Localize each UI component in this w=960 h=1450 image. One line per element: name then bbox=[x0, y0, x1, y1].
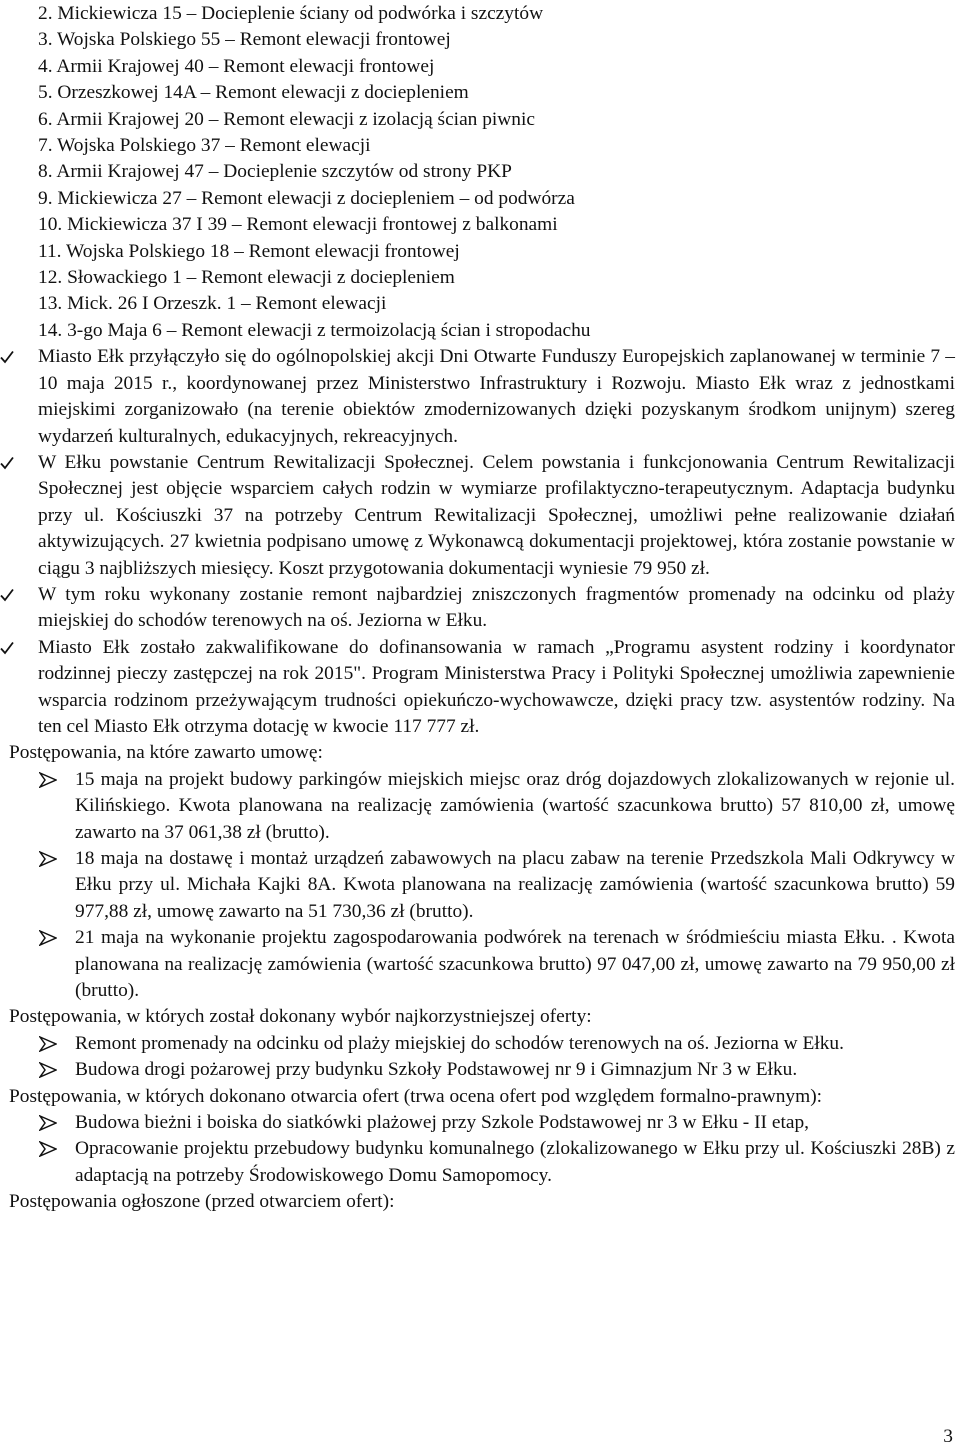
list-item bbox=[9, 767, 955, 846]
list-item bbox=[9, 1110, 955, 1136]
arrow-bullet-icon bbox=[39, 767, 61, 793]
list-item: 11. Wojska Polskiego 18 – Remont elewacji frontowej bbox=[38, 240, 460, 262]
arrow-bullet-icon bbox=[39, 1031, 61, 1057]
list-item: 3. Wojska Polskiego 55 – Remont elewacji frontowej bbox=[38, 29, 451, 51]
arrow-bullet-icon bbox=[39, 1136, 61, 1162]
list-item bbox=[9, 1136, 955, 1189]
check-item-text: W Ełku powstanie Centrum Rewitalizacji Społecznej. Celem powstania i funkcjonowania Centrum Rewitalizacji Społecznej jest objęcie wsparciem całych rodzin w wymiarze profilaktyczno-terapeutycznym. Adaptacja budynku przy ul. Kościuszki 37 na potrzeby Centrum Rewitalizacji Społecznej, umożliwi pełne realizowanie działań aktywizujących. 27 kwietnia podpisano umowę z Wykonawcą dokumentacji projektowej, która zostanie powstanie w ciągu 3 najbliższych miesięcy. Koszt przygotowania dokumentacji wyniesie 79 950 zł. bbox=[38, 451, 955, 579]
arrow-bullet-icon bbox=[39, 925, 61, 951]
list-item: 13. Mick. 26 I Orzeszk. 1 – Remont elewacji bbox=[38, 293, 387, 315]
list-item: 9. Mickiewicza 27 – Remont elewacji z dociepleniem – od podwórza bbox=[38, 187, 575, 209]
section-announced-heading: Postępowania ogłoszone (przed otwarciem ofert): bbox=[9, 1191, 395, 1213]
section-selected-heading: Postępowania, w których został dokonany wybór najkorzystniejszej oferty: bbox=[9, 1006, 592, 1028]
list-item-text: 18 maja na dostawę i montaż urządzeń zabawowych na placu zabaw na terenie Przedszkola Mali Odkrywcy w Ełku przy ul. Michała Kajki 8A. Kwota planowana na realizację zamówienia (wartość szacunkowa brutto) 59 977,88 zł, umowę zawarto na 51 730,36 zł (brutto). bbox=[75, 848, 955, 922]
check-item-text: Miasto Ełk zostało zakwalifikowane do dofinansowania w ramach „Programu asystent rodziny i koordynator rodzinnej pieczy zastępczej na rok 2015". Program Ministerstwa Pracy i Polityki Społecznej umożliwia zapewnienie wsparcia rodzinom przeżywającym trudności opiekuńczo-wychowawcze, dzięki pracy tzw. asystentów rodziny. Na ten cel Miasto Ełk otrzyma dotację w kwocie 117 777 zł. bbox=[38, 636, 955, 737]
list-item-text: Budowa bieżni i boiska do siatkówki plażowej przy Szkole Podstawowej nr 3 w Ełku - II etap, bbox=[75, 1112, 809, 1134]
list-item-text: Opracowanie projektu przebudowy budynku komunalnego (zlokalizowanego w Ełku przy ul. Kościuszki 28B) z adaptacją na potrzeby Środowiskowego Domu Samopomocy. bbox=[75, 1138, 955, 1186]
list-item-text: Remont promenady na odcinku od plaży miejskiej do schodów terenowych na oś. Jeziorna w Ełku. bbox=[75, 1032, 844, 1054]
checkmark-icon bbox=[0, 582, 22, 608]
check-list-item bbox=[9, 582, 955, 635]
list-item bbox=[9, 925, 955, 1004]
list-item: 4. Armii Krajowej 40 – Remont elewacji frontowej bbox=[38, 55, 435, 77]
list-item: 6. Armii Krajowej 20 – Remont elewacji z izolacją ścian piwnic bbox=[38, 108, 535, 130]
page-content bbox=[9, 1, 955, 1216]
list-item: 10. Mickiewicza 37 I 39 – Remont elewacji frontowej z balkonami bbox=[38, 214, 558, 236]
list-item: 14. 3-go Maja 6 – Remont elewacji z termoizolacją ścian i stropodachu bbox=[38, 319, 591, 341]
list-item: 8. Armii Krajowej 47 – Docieplenie szczytów od strony PKP bbox=[38, 161, 512, 183]
list-item: 12. Słowackiego 1 – Remont elewacji z dociepleniem bbox=[38, 267, 455, 289]
list-item bbox=[9, 1057, 955, 1083]
arrow-bullet-icon bbox=[39, 846, 61, 872]
list-item bbox=[9, 846, 955, 925]
section-opened-heading: Postępowania, w których dokonano otwarcia ofert (trwa ocena ofert pod względem formalno-prawnym): bbox=[9, 1085, 823, 1107]
checkmark-icon bbox=[0, 344, 22, 370]
list-item: 2. Mickiewicza 15 – Docieplenie ściany od podwórka i szczytów bbox=[38, 3, 544, 24]
list-item bbox=[9, 1031, 955, 1057]
page-number: 3 bbox=[943, 1426, 953, 1447]
check-list-item bbox=[9, 344, 955, 450]
check-list-item bbox=[9, 450, 955, 582]
list-item-text: 21 maja na wykonanie projektu zagospodarowania podwórek na terenach w śródmieściu miasta Ełku. . Kwota planowana na realizację zamówienia (wartość szacunkowa brutto) 97 047,00 zł, umowę zawarto na 79 950,00 zł (brutto). bbox=[75, 927, 955, 1002]
check-item-text: W tym roku wykonany zostanie remont najbardziej zniszczonych fragmentów promenady na odcinku od plaży miejskiej do schodów terenowych na oś. Jeziorna w Ełku. bbox=[38, 583, 955, 632]
check-list-item bbox=[9, 635, 955, 741]
checkmark-icon bbox=[0, 635, 22, 661]
list-item-text: 15 maja na projekt budowy parkingów miejskich miejsc oraz dróg dojazdowych zlokalizowanych w rejonie ul. Kilińskiego. Kwota planowana na realizację zamówienia (wartość szacunkowa brutto) 57 810,00 zł, umowę zawarto na 37 061,38 zł (brutto). bbox=[75, 768, 955, 843]
check-item-text: Miasto Ełk przyłączyło się do ogólnopolskiej akcji Dni Otwarte Funduszy Europejskich zaplanowanej w terminie 7 – 10 maja 2015 r., koordynowanej przez Ministerstwo Infrastruktury i Rozwoju. Miasto Ełk wraz z jednostkami miejskimi zorganizowało (na terenie obiektów zmodernizowanych dzięki pozyskanym środkom unijnym) szereg wydarzeń kulturalnych, edukacyjnych, rekreacyjnych. bbox=[38, 346, 955, 447]
arrow-bullet-icon bbox=[39, 1110, 61, 1136]
list-item: 5. Orzeszkowej 14A – Remont elewacji z dociepleniem bbox=[38, 82, 469, 104]
list-item-text: Budowa drogi pożarowej przy budynku Szkoły Podstawowej nr 9 i Gimnazjum Nr 3 w Ełku. bbox=[75, 1059, 798, 1081]
checkmark-icon bbox=[0, 450, 22, 476]
section-contracts-heading: Postępowania, na które zawarto umowę: bbox=[9, 742, 323, 764]
numbered-list bbox=[9, 1, 955, 344]
list-item: 7. Wojska Polskiego 37 – Remont elewacji bbox=[38, 135, 371, 157]
arrow-bullet-icon bbox=[39, 1057, 61, 1083]
